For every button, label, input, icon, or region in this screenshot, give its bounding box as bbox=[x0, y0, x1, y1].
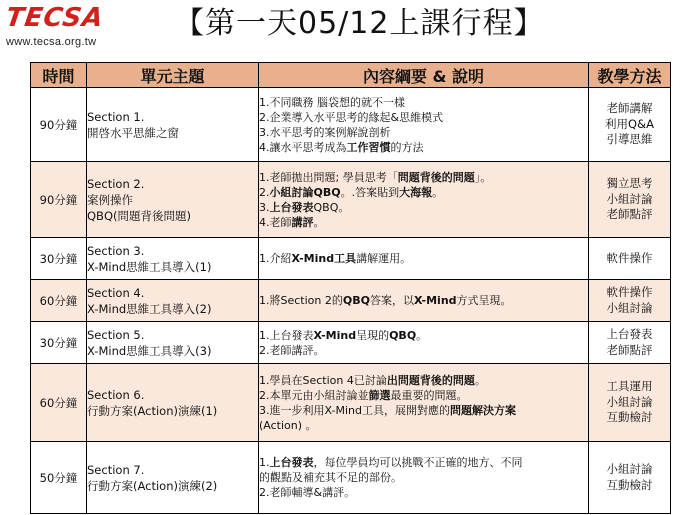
unit-line: Section 5. bbox=[87, 327, 145, 342]
emphasis-text: 講評 bbox=[291, 215, 314, 229]
tecsa-logo bbox=[3, 3, 116, 52]
method-line: 老師點評 bbox=[606, 342, 653, 357]
content-line bbox=[259, 140, 588, 155]
table-row bbox=[31, 322, 671, 364]
cell-time: 30分鐘 bbox=[31, 238, 87, 280]
cell-time: 60分鐘 bbox=[31, 364, 87, 442]
unit-line: 行動方案(Action)演練(1) bbox=[87, 403, 218, 418]
cell-content bbox=[259, 238, 589, 280]
cell-method bbox=[589, 280, 671, 322]
header-unit: 單元主題 bbox=[87, 63, 259, 88]
emphasis-text: 小組討論QBQ bbox=[269, 185, 341, 199]
cell-unit bbox=[87, 88, 259, 162]
unit-line: Section 3. bbox=[87, 243, 145, 258]
cell-content bbox=[259, 162, 589, 238]
content-text: 2.老師輔導&講評。 bbox=[259, 486, 356, 499]
unit-line: Section 1. bbox=[87, 109, 145, 124]
unit-line: Section 7. bbox=[87, 462, 145, 477]
method-line: 老師點評 bbox=[606, 207, 653, 222]
unit-line: X-Mind思維工具導入(1) bbox=[87, 259, 212, 274]
header-content: 內容綱要 & 說明 bbox=[259, 63, 589, 88]
method-line: 小組討論 bbox=[606, 394, 653, 409]
content-text: 。.答案貼到 bbox=[340, 185, 400, 199]
content-line bbox=[259, 455, 588, 470]
content-text: 1.介紹 bbox=[259, 252, 292, 265]
logo-url: www.tecsa.org.tw bbox=[6, 36, 97, 48]
logo-wordmark: TECSA bbox=[3, 3, 106, 33]
method-line: 上台發表 bbox=[606, 327, 653, 341]
content-text: 3.進一步利用X-Mind工具，展開對應的 bbox=[259, 403, 450, 417]
method-line: 獨立思考 bbox=[606, 176, 653, 191]
content-text: 的方法 bbox=[390, 140, 424, 154]
content-text: 1.上台發表 bbox=[259, 328, 314, 342]
table-row bbox=[31, 88, 671, 162]
content-line bbox=[259, 403, 588, 418]
content-text: 答案，以 bbox=[369, 294, 414, 307]
content-text: 4.老師 bbox=[259, 215, 292, 229]
content-text: 講解運用。 bbox=[356, 252, 412, 265]
unit-line: X-Mind思維工具導入(3) bbox=[87, 343, 212, 358]
method-line: 工具運用 bbox=[606, 379, 653, 394]
content-text: QBQ。 bbox=[313, 200, 350, 214]
content-text: 。 bbox=[432, 185, 444, 199]
unit-line: 開啓水平思維之窗 bbox=[87, 125, 179, 140]
cell-method bbox=[589, 162, 671, 238]
cell-time: 30分鐘 bbox=[31, 322, 87, 364]
emphasis-text: 大海報 bbox=[399, 185, 433, 199]
content-text: 1.學員在Section 4已討論 bbox=[259, 373, 387, 387]
method-line: 利用Q&A bbox=[605, 116, 654, 131]
content-line bbox=[259, 293, 588, 308]
unit-line: 行動方案(Action)演練(2) bbox=[87, 478, 218, 493]
content-line bbox=[259, 125, 588, 140]
emphasis-text: X-Mind bbox=[313, 328, 357, 342]
cell-unit bbox=[87, 280, 259, 322]
cell-content bbox=[259, 442, 589, 514]
emphasis-text: 篩選 bbox=[368, 388, 391, 402]
content-text: 1.不同職務 腦袋想的就不一樣 bbox=[259, 95, 405, 109]
content-line bbox=[259, 95, 588, 110]
content-line bbox=[259, 373, 588, 388]
cell-method bbox=[589, 322, 671, 364]
cell-unit bbox=[87, 364, 259, 442]
method-line: 老師講解 bbox=[606, 101, 653, 116]
method-line: 引導思維 bbox=[606, 132, 653, 147]
cell-method bbox=[589, 442, 671, 514]
cell-content bbox=[259, 322, 589, 364]
cell-unit bbox=[87, 322, 259, 364]
emphasis-text: X-Mind工具 bbox=[291, 252, 357, 265]
content-text: 3. bbox=[259, 200, 270, 214]
content-text: 。 bbox=[474, 373, 486, 387]
content-line bbox=[259, 200, 588, 215]
content-line bbox=[259, 251, 588, 266]
table-row bbox=[31, 364, 671, 442]
method-line: 軟件操作 bbox=[606, 250, 653, 265]
cell-method bbox=[589, 88, 671, 162]
content-text: 」。 bbox=[474, 170, 492, 184]
content-line bbox=[259, 170, 588, 185]
cell-time: 90分鐘 bbox=[31, 88, 87, 162]
content-text: 。 bbox=[313, 215, 325, 229]
emphasis-text: 工作習慣 bbox=[346, 140, 391, 154]
cell-unit bbox=[87, 442, 259, 514]
content-text: 1.老師拋出問題; 學員思考「 bbox=[259, 170, 398, 184]
method-line: 小組討論 bbox=[606, 191, 653, 206]
content-line bbox=[259, 328, 588, 343]
content-text: 1.將Section 2的 bbox=[259, 294, 343, 307]
cell-time: 90分鐘 bbox=[31, 162, 87, 238]
content-line bbox=[259, 485, 588, 500]
content-text: 1. bbox=[259, 456, 270, 469]
method-line: 小組討論 bbox=[606, 462, 653, 476]
emphasis-text: QBQ bbox=[342, 294, 370, 307]
schedule-body bbox=[31, 88, 671, 514]
content-text: ，每位學員均可以挑戰不正確的地方、不同 bbox=[313, 456, 523, 469]
content-text: 。 bbox=[416, 328, 428, 342]
cell-time: 60分鐘 bbox=[31, 280, 87, 322]
method-line: 軟件操作 bbox=[606, 285, 653, 299]
cell-time: 50分鐘 bbox=[31, 442, 87, 514]
content-text: 方式呈現。 bbox=[456, 294, 512, 307]
unit-line: 案例操作 bbox=[87, 192, 133, 207]
table-row bbox=[31, 238, 671, 280]
table-row bbox=[31, 280, 671, 322]
cell-content bbox=[259, 88, 589, 162]
content-text: 的觀點及補充其不足的部份。 bbox=[259, 471, 402, 484]
content-text: 最重要的問題。 bbox=[390, 388, 468, 402]
unit-line: Section 6. bbox=[87, 387, 145, 402]
content-text: 3.水平思考的案例解說剖析 bbox=[259, 125, 391, 139]
content-line bbox=[259, 110, 588, 125]
content-text: 4.讓水平思考成為 bbox=[259, 140, 347, 154]
content-text: 2.本單元由小組討論並 bbox=[259, 388, 369, 402]
emphasis-text: X-Mind bbox=[413, 294, 457, 307]
cell-content bbox=[259, 280, 589, 322]
content-line bbox=[259, 185, 588, 200]
content-line bbox=[259, 215, 588, 230]
emphasis-text: 上台發表 bbox=[269, 456, 314, 469]
method-line: 互動檢討 bbox=[606, 477, 653, 492]
content-text: 2. bbox=[259, 185, 270, 199]
cell-unit bbox=[87, 238, 259, 280]
table-row bbox=[31, 162, 671, 238]
cell-method bbox=[589, 238, 671, 280]
page-title: 【第一天05/12上課行程】 bbox=[174, 6, 545, 41]
table-row bbox=[31, 442, 671, 514]
content-text: (Action) 。 bbox=[259, 418, 317, 432]
content-text: 2.老師講評。 bbox=[259, 343, 325, 357]
emphasis-text: 上台發表 bbox=[269, 200, 314, 214]
emphasis-text: QBQ bbox=[389, 328, 417, 342]
content-text: 呈現的 bbox=[356, 328, 390, 342]
header-time: 時間 bbox=[31, 63, 87, 88]
cell-unit bbox=[87, 162, 259, 238]
cell-content bbox=[259, 364, 589, 442]
header-method: 教學方法 bbox=[589, 63, 671, 88]
table-header-row bbox=[31, 63, 671, 88]
emphasis-text: 問題背後的問題 bbox=[397, 170, 475, 184]
content-line bbox=[259, 343, 588, 358]
method-line: 互動檢討 bbox=[606, 410, 653, 425]
cell-method bbox=[589, 364, 671, 442]
unit-line: QBQ(問題背後問題) bbox=[87, 208, 191, 223]
unit-line: Section 2. bbox=[87, 176, 145, 191]
emphasis-text: 出問題背後的問題 bbox=[386, 373, 475, 387]
content-line bbox=[259, 418, 588, 433]
content-line bbox=[259, 470, 588, 485]
content-text: 2.企業導入水平思考的緣起&思維模式 bbox=[259, 110, 444, 124]
unit-line: Section 4. bbox=[87, 285, 145, 300]
content-line bbox=[259, 388, 588, 403]
emphasis-text: 問題解決方案 bbox=[449, 403, 516, 417]
unit-line: X-Mind思維工具導入(2) bbox=[87, 301, 212, 316]
method-line: 小組討論 bbox=[606, 300, 653, 315]
schedule-table bbox=[30, 62, 671, 514]
